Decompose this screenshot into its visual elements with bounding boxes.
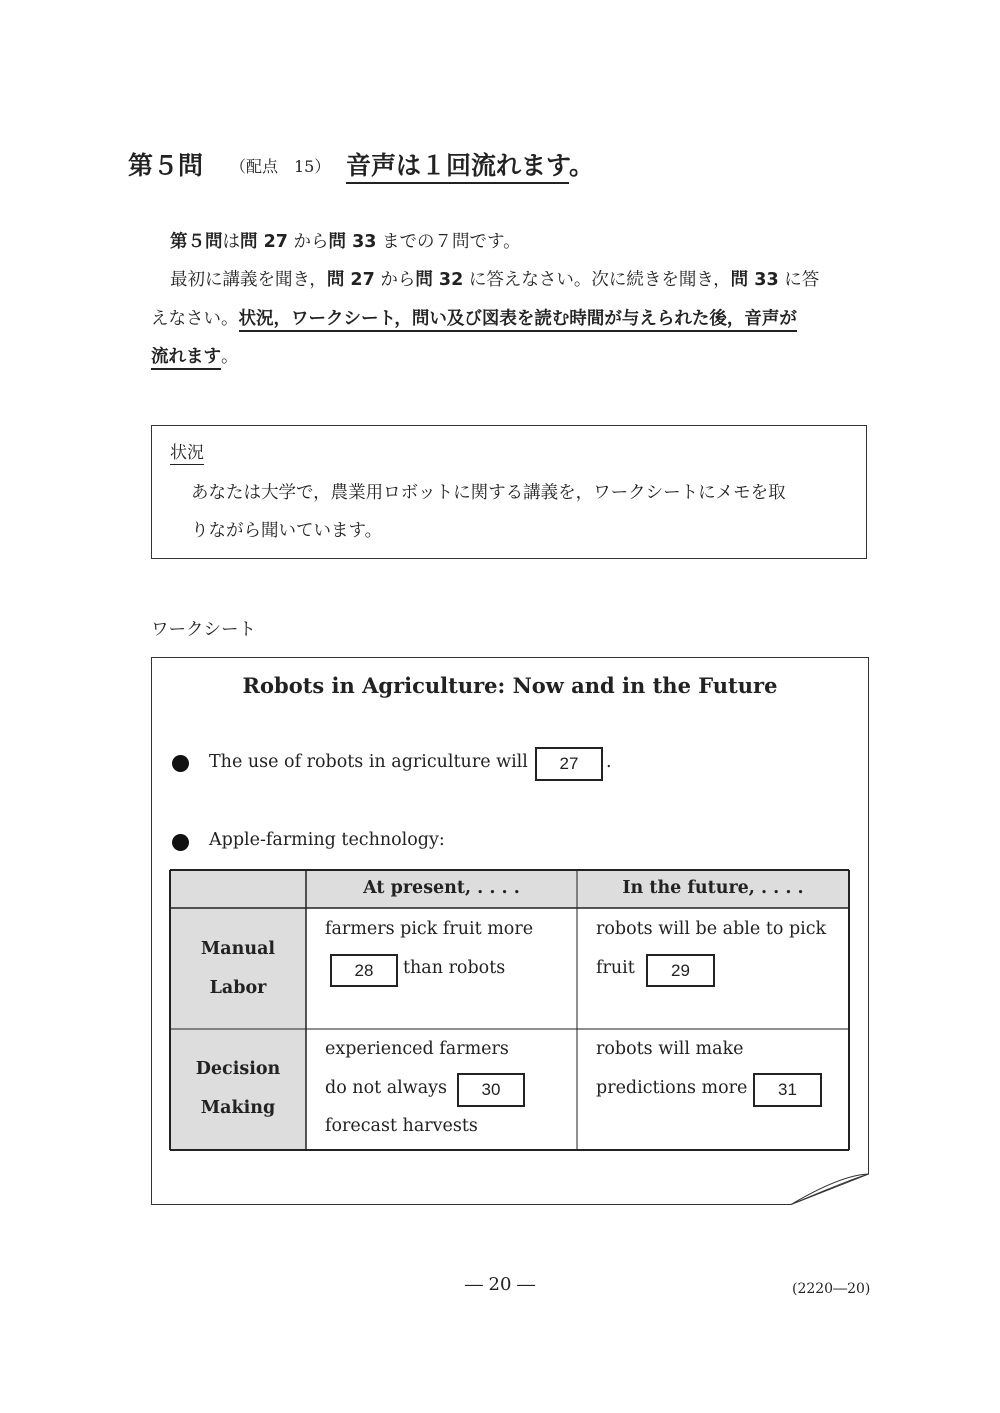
- instr-text: に答: [778, 270, 820, 290]
- instr-text: 問 27: [240, 232, 288, 252]
- situation-line-2: りながら聞いています。: [191, 521, 383, 541]
- answer-blank-28[interactable]: 28: [330, 954, 398, 987]
- bullet1-text: The use of robots in agriculture will: [209, 752, 528, 772]
- cell-text: fruit: [596, 958, 635, 978]
- instr-text: から: [287, 232, 329, 252]
- cell-text: forecast harvests: [325, 1116, 478, 1136]
- instr-text: 状況，ワークシート，問い及び図表を読む時間が与えられた後，音声が: [239, 309, 797, 332]
- audio-note: [346, 146, 594, 182]
- instruction-line-3: [151, 306, 797, 332]
- answer-blank-31[interactable]: 31: [753, 1073, 822, 1107]
- answer-blank-30[interactable]: 30: [457, 1073, 525, 1107]
- answer-blank-27[interactable]: 27: [535, 747, 603, 781]
- instr-text: 問 32: [415, 270, 464, 290]
- cell-text: robots will be able to pick: [596, 919, 827, 939]
- instruction-line-2: [170, 267, 819, 293]
- instruction-line-1: [170, 229, 521, 255]
- instr-text: までの７問です。: [376, 232, 521, 252]
- cell-text: robots will make: [596, 1039, 744, 1059]
- row-head-line: Making: [200, 1098, 276, 1118]
- page-code: (2220―20): [792, 1281, 871, 1297]
- instr-text: 最初に講義を聞き，: [170, 270, 327, 290]
- row-head-manual-labor: [170, 930, 306, 1008]
- row-head-decision-making: [170, 1050, 306, 1128]
- instr-text: 問 33: [328, 232, 377, 252]
- cell-text: experienced farmers: [325, 1039, 509, 1059]
- instr-text: 流れます: [151, 347, 221, 370]
- instr-text: から: [374, 270, 416, 290]
- row-head-line: Manual: [200, 939, 276, 959]
- worksheet-title: Robots in Agriculture: Now and in the Future: [242, 673, 778, 698]
- bullet-icon: [172, 834, 189, 851]
- instr-text: 問 33: [730, 270, 779, 290]
- cell-text: farmers pick fruit more: [325, 919, 534, 939]
- cell-text: than robots: [403, 958, 506, 978]
- table-header-future: In the future, . . . .: [622, 878, 804, 898]
- points-label: （配点 15）: [230, 157, 331, 176]
- audio-note-punct: 。: [569, 151, 595, 180]
- page-number: ― 20 ―: [464, 1274, 536, 1295]
- instr-text: えなさい。: [151, 309, 239, 329]
- section-title: 第５問: [128, 151, 204, 180]
- bullet-icon: [172, 755, 189, 772]
- cell-text: do not always: [325, 1078, 448, 1098]
- instr-text: 第５問: [170, 232, 223, 252]
- instr-text: 。: [221, 347, 239, 367]
- cell-text: predictions more: [596, 1078, 748, 1098]
- instr-text: に答えなさい。次に続きを聞き，: [463, 270, 731, 290]
- bullet2-text: Apple-farming technology:: [209, 830, 445, 850]
- row-head-line: Labor: [209, 978, 267, 998]
- instr-text: は: [222, 232, 240, 252]
- instruction-line-4: [151, 344, 239, 370]
- situation-label: 状況: [170, 443, 204, 463]
- row-head-line: Decision: [195, 1059, 281, 1079]
- worksheet-label: ワークシート: [151, 620, 256, 640]
- situation-line-1: あなたは大学で，農業用ロボットに関する講義を，ワークシートにメモを取: [191, 483, 786, 503]
- answer-blank-29[interactable]: 29: [646, 954, 715, 987]
- instr-text: 問 27: [326, 270, 375, 290]
- bullet1-end: .: [606, 752, 612, 772]
- table-header-present: At present, . . . .: [363, 878, 520, 898]
- audio-note-text: 音声は１回流れます: [346, 151, 569, 184]
